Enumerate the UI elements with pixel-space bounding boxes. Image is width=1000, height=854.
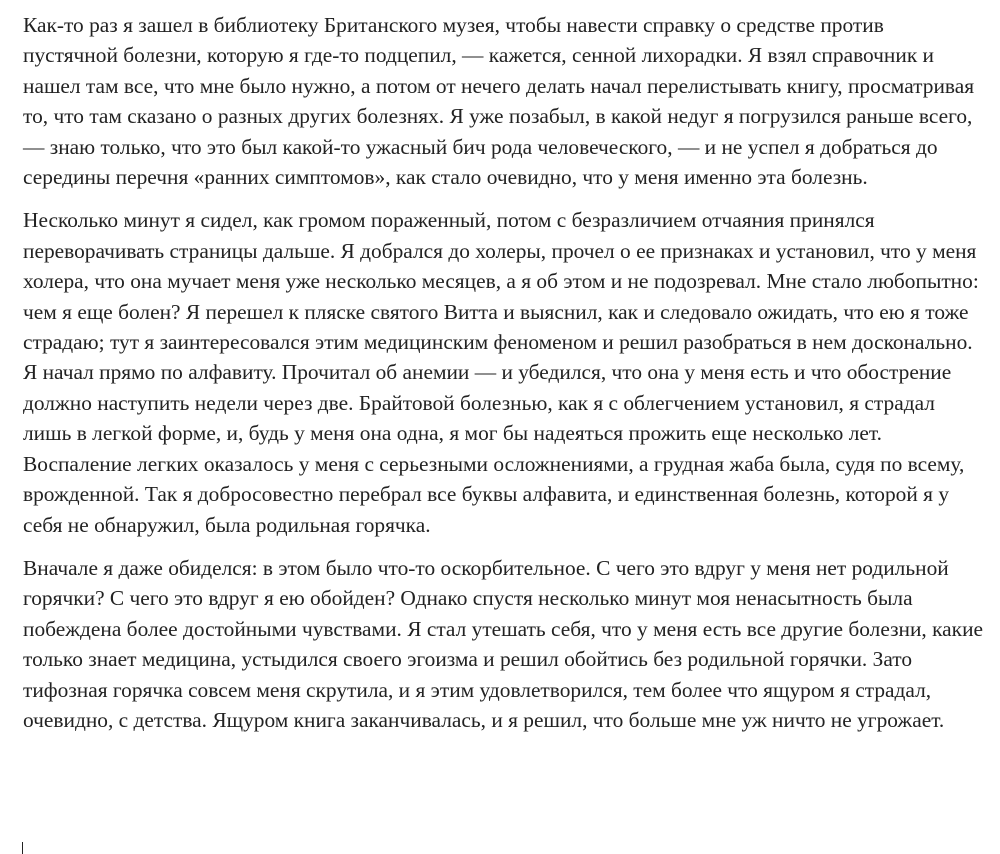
text-cursor[interactable] — [22, 842, 23, 854]
paragraph-3: Вначале я даже обиделся: в этом было что-то оскорбительное. С чего это вдруг у меня нет родильной горячки? С чего это вдруг я ею обойден? Однако спустя несколько минут моя ненасытность была побеждена более достойными чувствами. Я стал утешать себя, что у меня есть все другие болезни, какие только знает медицина, устыдился своего эгоизма и решил обойтись без родильной горячки. Зато тифозная горячка совсем меня скрутила, и я этим удовлетворился, тем более что ящуром я страдал, очевидно, с детства. Ящуром книга заканчивалась, и я решил, что больше мне уж ничто не угрожает. — [23, 555, 984, 732]
document-body — [23, 10, 983, 748]
paragraph-1: Как-то раз я зашел в библиотеку Британского музея, чтобы навести справку о средстве против пустячной болезни, которую я где-то подцепил, — кажется, сенной лихорадки. Я взял справочник и нашел там все, что мне было нужно, а потом от нечего делать начал перелистывать книгу, просматривая то, что там сказано о разных других болезнях. Я уже позабыл, в какой недуг я погрузился раньше всего, — знаю только, что это был какой-то ужасный бич рода человеческого, — и не успел я добраться до середины перечня «ранних симптомов», как стало очевидно, что у меня именно эта болезнь. — [23, 13, 975, 190]
paragraph-2: Несколько минут я сидел, как громом пораженный, потом с безразличием отчаяния принялся переворачивать страницы дальше. Я добрался до холеры, прочел о ее признаках и установил, что у меня холера, что она мучает меня уже несколько месяцев, а я об этом и не подозревал. Мне стало любопытно: чем я еще болен? Я перешел к пляске святого Витта и выяснил, как и следовало ожидать, что ею я тоже страдаю; тут я заинтересовался этим медицинским феноменом и решил разобраться в нем досконально. Я начал прямо по алфавиту. Прочитал об анемии — и убедился, что она у меня есть и что обострение должно наступить недели через две. Брайтовой болезнью, как я с облегчением установил, я страдал лишь в легкой форме, и, будь у меня она одна, я мог бы надеяться прожить еще несколько лет. Воспаление легких оказалось у меня с серьезными осложнениями, а грудная жаба была, судя по всему, врожденной. Так я добросовестно перебрал все буквы алфавита, и единственная болезнь, которой я у себя не обнаружил, была родильная горячка. — [23, 208, 979, 537]
